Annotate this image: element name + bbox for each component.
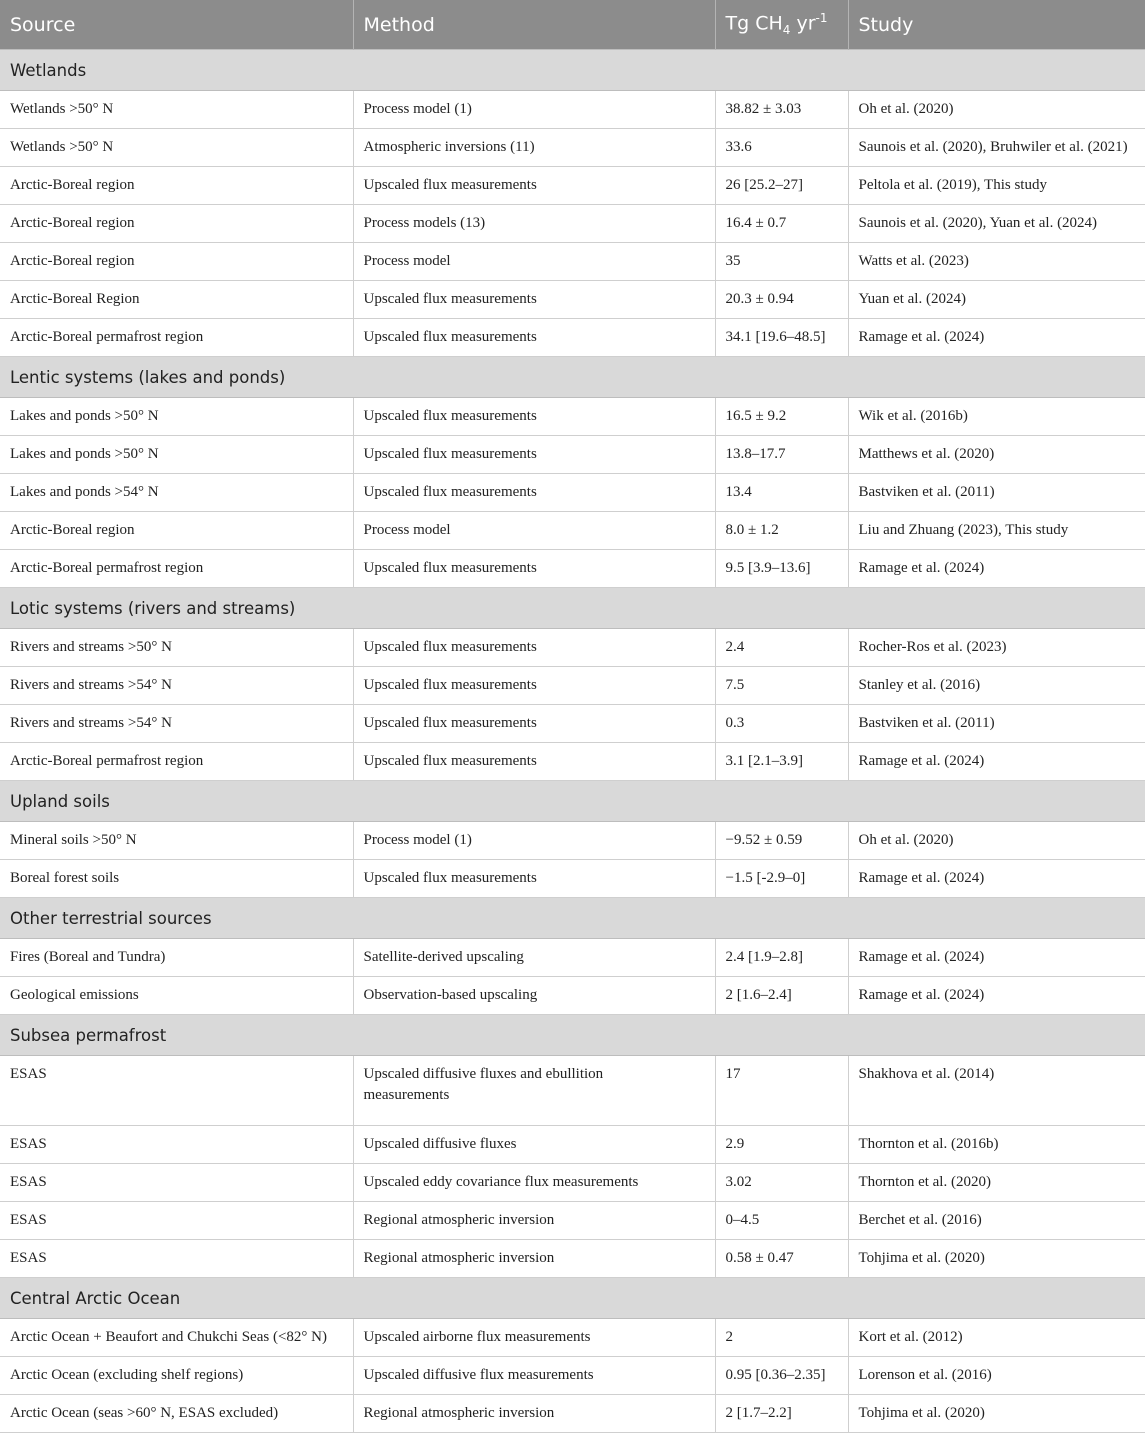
flux-value-cell: 3.02	[715, 1164, 848, 1202]
source-cell: Rivers and streams >54° N	[0, 667, 353, 705]
method-cell: Upscaled flux measurements	[353, 629, 715, 667]
method-cell: Upscaled flux measurements	[353, 705, 715, 743]
flux-value-cell: 3.1 [2.1–3.9]	[715, 743, 848, 781]
section-header-row	[0, 781, 1145, 822]
section-header-row	[0, 357, 1145, 398]
method-cell: Process model (1)	[353, 822, 715, 860]
flux-value-cell: 8.0 ± 1.2	[715, 512, 848, 550]
study-cell: Liu and Zhuang (2023), This study	[848, 512, 1145, 550]
section-header-row	[0, 588, 1145, 629]
table-row	[0, 1319, 1145, 1357]
study-cell: Thornton et al. (2020)	[848, 1164, 1145, 1202]
flux-value-cell: 7.5	[715, 667, 848, 705]
flux-value-cell: 2	[715, 1319, 848, 1357]
source-cell: ESAS	[0, 1056, 353, 1126]
source-cell: Lakes and ponds >50° N	[0, 398, 353, 436]
source-cell: Arctic Ocean (excluding shelf regions)	[0, 1357, 353, 1395]
table-body	[0, 50, 1145, 1433]
units-subscript: 4	[782, 23, 791, 38]
source-cell: Arctic-Boreal region	[0, 512, 353, 550]
flux-value-cell: 13.8–17.7	[715, 436, 848, 474]
flux-value-cell: 0–4.5	[715, 1202, 848, 1240]
table-row	[0, 1164, 1145, 1202]
study-cell: Ramage et al. (2024)	[848, 743, 1145, 781]
table-row	[0, 1056, 1145, 1126]
study-cell: Berchet et al. (2016)	[848, 1202, 1145, 1240]
source-cell: Rivers and streams >50° N	[0, 629, 353, 667]
study-cell: Bastviken et al. (2011)	[848, 474, 1145, 512]
header-source: Source	[0, 0, 353, 50]
study-cell: Oh et al. (2020)	[848, 91, 1145, 129]
method-cell: Observation-based upscaling	[353, 977, 715, 1015]
table-row	[0, 705, 1145, 743]
study-cell: Bastviken et al. (2011)	[848, 705, 1145, 743]
units-prefix: Tg CH	[725, 12, 783, 35]
table-row	[0, 512, 1145, 550]
header-units	[715, 0, 848, 50]
study-cell: Ramage et al. (2024)	[848, 977, 1145, 1015]
source-cell: Wetlands >50° N	[0, 91, 353, 129]
method-cell: Process model	[353, 243, 715, 281]
source-cell: Arctic-Boreal permafrost region	[0, 550, 353, 588]
header-row	[0, 0, 1145, 50]
flux-value-cell: 16.5 ± 9.2	[715, 398, 848, 436]
source-cell: Arctic Ocean (seas >60° N, ESAS excluded)	[0, 1395, 353, 1433]
study-cell: Peltola et al. (2019), This study	[848, 167, 1145, 205]
method-cell: Upscaled flux measurements	[353, 550, 715, 588]
table-row	[0, 1395, 1145, 1433]
method-cell: Upscaled flux measurements	[353, 167, 715, 205]
section-title: Upland soils	[0, 781, 1145, 822]
table-row	[0, 205, 1145, 243]
source-cell: Arctic-Boreal permafrost region	[0, 743, 353, 781]
table-row	[0, 939, 1145, 977]
table-row	[0, 281, 1145, 319]
flux-value-cell: −1.5 [-2.9–0]	[715, 860, 848, 898]
table-row	[0, 743, 1145, 781]
flux-value-cell: 16.4 ± 0.7	[715, 205, 848, 243]
table-row	[0, 474, 1145, 512]
flux-value-cell: 20.3 ± 0.94	[715, 281, 848, 319]
source-cell: Geological emissions	[0, 977, 353, 1015]
flux-value-cell: 9.5 [3.9–13.6]	[715, 550, 848, 588]
study-cell: Stanley et al. (2016)	[848, 667, 1145, 705]
flux-value-cell: 26 [25.2–27]	[715, 167, 848, 205]
table-row	[0, 398, 1145, 436]
study-cell: Wik et al. (2016b)	[848, 398, 1145, 436]
section-title: Central Arctic Ocean	[0, 1278, 1145, 1319]
table-row	[0, 129, 1145, 167]
method-cell: Upscaled airborne flux measurements	[353, 1319, 715, 1357]
method-cell: Upscaled flux measurements	[353, 743, 715, 781]
flux-value-cell: 17	[715, 1056, 848, 1126]
table-row	[0, 319, 1145, 357]
table-row	[0, 1240, 1145, 1278]
table-header	[0, 0, 1145, 50]
method-cell: Upscaled flux measurements	[353, 398, 715, 436]
source-cell: Arctic-Boreal permafrost region	[0, 319, 353, 357]
flux-value-cell: 34.1 [19.6–48.5]	[715, 319, 848, 357]
method-cell: Regional atmospheric inversion	[353, 1395, 715, 1433]
table-row	[0, 1202, 1145, 1240]
flux-value-cell: 2.9	[715, 1126, 848, 1164]
method-cell: Satellite-derived upscaling	[353, 939, 715, 977]
table-row	[0, 1126, 1145, 1164]
table-row	[0, 167, 1145, 205]
study-cell: Tohjima et al. (2020)	[848, 1395, 1145, 1433]
table-row	[0, 977, 1145, 1015]
source-cell: ESAS	[0, 1164, 353, 1202]
section-header-row	[0, 1278, 1145, 1319]
study-cell: Ramage et al. (2024)	[848, 860, 1145, 898]
method-cell: Upscaled diffusive fluxes	[353, 1126, 715, 1164]
flux-value-cell: 2 [1.6–2.4]	[715, 977, 848, 1015]
table-row	[0, 822, 1145, 860]
header-study: Study	[848, 0, 1145, 50]
source-cell: ESAS	[0, 1202, 353, 1240]
source-cell: Arctic Ocean + Beaufort and Chukchi Seas (<82° N)	[0, 1319, 353, 1357]
source-cell: Lakes and ponds >50° N	[0, 436, 353, 474]
table-row	[0, 91, 1145, 129]
table-row	[0, 436, 1145, 474]
table-row	[0, 550, 1145, 588]
source-cell: Wetlands >50° N	[0, 129, 353, 167]
method-cell: Process models (13)	[353, 205, 715, 243]
study-cell: Ramage et al. (2024)	[848, 550, 1145, 588]
flux-value-cell: 2 [1.7–2.2]	[715, 1395, 848, 1433]
section-title: Lotic systems (rivers and streams)	[0, 588, 1145, 629]
study-cell: Thornton et al. (2016b)	[848, 1126, 1145, 1164]
source-cell: Rivers and streams >54° N	[0, 705, 353, 743]
table-row	[0, 1357, 1145, 1395]
method-cell: Upscaled flux measurements	[353, 281, 715, 319]
source-cell: Arctic-Boreal region	[0, 167, 353, 205]
flux-value-cell: 33.6	[715, 129, 848, 167]
method-cell: Process model	[353, 512, 715, 550]
source-cell: ESAS	[0, 1240, 353, 1278]
table-row	[0, 629, 1145, 667]
source-cell: Fires (Boreal and Tundra)	[0, 939, 353, 977]
source-cell: Arctic-Boreal region	[0, 205, 353, 243]
flux-value-cell: 0.3	[715, 705, 848, 743]
section-title: Subsea permafrost	[0, 1015, 1145, 1056]
study-cell: Saunois et al. (2020), Bruhwiler et al. (2021)	[848, 129, 1145, 167]
study-cell: Watts et al. (2023)	[848, 243, 1145, 281]
units-mid: yr	[790, 12, 816, 35]
study-cell: Shakhova et al. (2014)	[848, 1056, 1145, 1126]
method-cell: Regional atmospheric inversion	[353, 1240, 715, 1278]
study-cell: Oh et al. (2020)	[848, 822, 1145, 860]
study-cell: Kort et al. (2012)	[848, 1319, 1145, 1357]
method-cell: Upscaled eddy covariance flux measurements	[353, 1164, 715, 1202]
method-cell: Upscaled flux measurements	[353, 436, 715, 474]
study-cell: Yuan et al. (2024)	[848, 281, 1145, 319]
section-header-row	[0, 898, 1145, 939]
study-cell: Rocher-Ros et al. (2023)	[848, 629, 1145, 667]
method-cell: Upscaled diffusive flux measurements	[353, 1357, 715, 1395]
method-cell: Upscaled flux measurements	[353, 860, 715, 898]
source-cell: Boreal forest soils	[0, 860, 353, 898]
study-cell: Matthews et al. (2020)	[848, 436, 1145, 474]
table-row	[0, 243, 1145, 281]
method-cell: Upscaled flux measurements	[353, 667, 715, 705]
flux-value-cell: 2.4	[715, 629, 848, 667]
flux-value-cell: 35	[715, 243, 848, 281]
method-cell: Upscaled flux measurements	[353, 319, 715, 357]
section-title: Other terrestrial sources	[0, 898, 1145, 939]
flux-value-cell: 38.82 ± 3.03	[715, 91, 848, 129]
source-cell: ESAS	[0, 1126, 353, 1164]
source-cell: Arctic-Boreal region	[0, 243, 353, 281]
study-cell: Tohjima et al. (2020)	[848, 1240, 1145, 1278]
section-header-row	[0, 50, 1145, 91]
flux-value-cell: 0.58 ± 0.47	[715, 1240, 848, 1278]
header-method: Method	[353, 0, 715, 50]
section-title: Wetlands	[0, 50, 1145, 91]
flux-value-cell: −9.52 ± 0.59	[715, 822, 848, 860]
method-cell: Regional atmospheric inversion	[353, 1202, 715, 1240]
flux-value-cell: 13.4	[715, 474, 848, 512]
flux-value-cell: 0.95 [0.36–2.35]	[715, 1357, 848, 1395]
table-row	[0, 667, 1145, 705]
method-cell: Atmospheric inversions (11)	[353, 129, 715, 167]
source-cell: Lakes and ponds >54° N	[0, 474, 353, 512]
units-superscript: -1	[815, 11, 828, 26]
method-cell: Upscaled diffusive fluxes and ebullition measurements	[353, 1056, 715, 1126]
section-title: Lentic systems (lakes and ponds)	[0, 357, 1145, 398]
method-cell: Upscaled flux measurements	[353, 474, 715, 512]
study-cell: Ramage et al. (2024)	[848, 939, 1145, 977]
source-cell: Arctic-Boreal Region	[0, 281, 353, 319]
source-cell: Mineral soils >50° N	[0, 822, 353, 860]
method-cell: Process model (1)	[353, 91, 715, 129]
table-row	[0, 860, 1145, 898]
flux-value-cell: 2.4 [1.9–2.8]	[715, 939, 848, 977]
study-cell: Lorenson et al. (2016)	[848, 1357, 1145, 1395]
study-cell: Ramage et al. (2024)	[848, 319, 1145, 357]
study-cell: Saunois et al. (2020), Yuan et al. (2024)	[848, 205, 1145, 243]
section-header-row	[0, 1015, 1145, 1056]
